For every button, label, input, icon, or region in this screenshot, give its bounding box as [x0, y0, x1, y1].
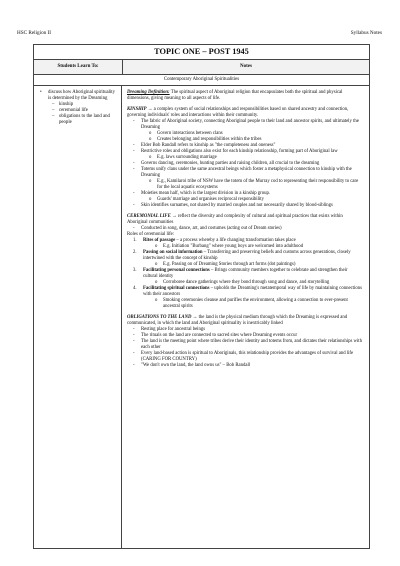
numbered-item [127, 250, 363, 262]
sub-item-text: E.g. Passing on of Dreaming Stories through art forms (dot paintings) [163, 262, 296, 267]
list-item-text: The rituals on the land are connected to sacred sites where Dreaming events occur [141, 333, 298, 338]
circle-bullet-icon: o [155, 262, 158, 267]
list-item [127, 339, 363, 351]
bullet-icon: - [133, 161, 135, 166]
role-text: – Transferring and preserving beliefs and customs across generations, closely intertwined with the concept of kinship [143, 250, 351, 261]
sub-item-text: E.g. Initiation "Burbang" where young boys are welcomed into adulthood [163, 244, 304, 249]
bullet-icon: - [133, 327, 135, 332]
circle-bullet-icon: o [155, 280, 158, 285]
bullet-icon: - [133, 351, 135, 356]
land-text: → the land is the physical medium through which the Dreaming is expressed and communicated, in which the land and Aboriginal spirituality is inextricably linked [127, 315, 348, 326]
bullet-icon: - [133, 363, 135, 368]
header-notes-label: Syllabus Notes [350, 30, 382, 36]
sub-item-text: E.g. laws surrounding marriage [157, 155, 217, 160]
column-headers [34, 60, 369, 75]
list-item-text: Restrictive roles and obligations also exist for each kinship relationship, forming part of Aboriginal law [141, 149, 338, 154]
sub-item-text: Govern interactions between clans [157, 131, 223, 136]
dash-icon: – [52, 114, 55, 120]
dreaming-label: Dreaming Definition: [127, 90, 170, 95]
subitem-label: obligations to the land and people [59, 114, 110, 126]
table-body [34, 86, 369, 548]
numbered-item-text [143, 268, 363, 280]
circle-bullet-icon: o [149, 155, 152, 160]
circle-bullet-icon: o [149, 179, 152, 184]
list-item [127, 363, 363, 369]
sub-item-text: E.g., Kamilaroi tribe of NSW have the totem of the Murray cod to representing their responsibility to care for the local aquatic ecosystems [157, 179, 359, 190]
bullet-icon: - [133, 333, 135, 338]
numbered-item [127, 286, 363, 298]
land-label: OBLIGATIONS TO THE LAND [127, 315, 192, 320]
list-item [127, 167, 363, 179]
numbered-item-text [143, 250, 363, 262]
role-text: – a process whereby a life changing transformation takes place [175, 238, 296, 243]
ceremonial-heading [127, 214, 363, 226]
bullet-icon: - [133, 149, 135, 154]
role-text: – Brings community members together to celebrate and strengthen their cultural identity [143, 268, 348, 279]
list-item-text: Governs dancing, ceremonies, hunting parties and raising children, all crucial to the dreaming [141, 161, 320, 166]
ceremonial-text: → reflect the diversity and complexity of cultural and spiritual practices that exists within Aboriginal communities [127, 214, 343, 225]
list-item-text: Resting place for ancestral beings [141, 327, 206, 332]
dash-icon: – [52, 108, 55, 114]
bullet-icon: • [40, 90, 42, 95]
numbered-item-text [143, 286, 363, 298]
role-label: Passing on social information [143, 250, 203, 255]
item-number: 1. [133, 238, 137, 243]
circle-bullet-icon: o [149, 137, 152, 142]
list-item-text: Every land-based action is spiritual to Aboriginals, this relationship provides the advantages of survival and life (CARING FOR COUNTRY) [141, 351, 354, 362]
bullet-icon: - [133, 191, 135, 196]
column-header-students: Students Learn To: [34, 60, 123, 74]
dash-icon: – [52, 102, 55, 108]
sub-list-item [127, 179, 363, 191]
item-number: 3. [133, 268, 137, 273]
header-course: HSC Religion II [17, 30, 52, 36]
page-title: TOPIC ONE – POST 1945 [34, 45, 369, 60]
bullet-icon: - [133, 226, 135, 231]
dreaming-text: The spiritual aspect of Aboriginal religion that encapsulates both the spiritual and physical dimensions, giving meaning to all aspects of life. [127, 90, 343, 101]
list-item-text: Conducted in song, dance, art, and costumes (acting out of Dream stories) [141, 226, 282, 231]
list-item-text: Totems unify clans under the same ancestral beings which foster a metaphysical connection to kinship with the Dreaming [141, 167, 352, 178]
roles-heading: Roles of ceremonial life: [127, 232, 175, 237]
list-item [127, 351, 363, 363]
learn-to-column [34, 86, 122, 548]
kinship-label: KINSHIP [127, 107, 147, 112]
role-label: Facilitating personal connections [143, 268, 210, 273]
subitem-label: ceremonial life [59, 108, 88, 114]
dreaming-definition [127, 90, 363, 102]
learn-to-bullet [40, 90, 118, 102]
circle-bullet-icon: o [149, 197, 152, 202]
bullet-icon: - [133, 339, 135, 344]
item-number: 4. [133, 286, 137, 291]
column-header-notes: Notes [240, 64, 252, 69]
list-item [127, 203, 363, 209]
section-subheading: Contemporary Aboriginal Spiritualities [34, 75, 369, 86]
numbered-item [127, 268, 363, 280]
kinship-heading [127, 107, 363, 119]
role-text: – upholds the Dreaming's metatemporal way of life by maintaining connections with their ancestors [143, 286, 362, 297]
role-label: Rites of passage [143, 238, 176, 243]
list-item-text: The fabric of Aboriginal society, connecting Aboriginal people to their land and ancestor spirits, and ultimately the Dreaming [141, 119, 359, 130]
subitem-label: kinship [59, 102, 74, 108]
list-item-text: The land is the meeting point where tribes derive their identity and totems from, and dictates their relationships with each other [141, 339, 362, 350]
list-item-text: Elder Bob Randall refers to kinship as "the completeness and oneness" [141, 143, 276, 148]
bullet-icon: - [133, 203, 135, 208]
ceremonial-label: CEREMONIAL LIFE [127, 214, 171, 219]
list-item-text: Moieties mean half, which is the largest division in a kinship group. [141, 191, 271, 196]
sub-item-text: Creates belonging and responsibilities within the tribes [157, 137, 262, 142]
circle-bullet-icon: o [155, 244, 158, 249]
bullet-icon: - [133, 167, 135, 172]
role-label: Facilitating spiritual connections [143, 286, 210, 291]
bullet-icon: - [133, 119, 135, 124]
notes-table [33, 44, 370, 549]
learn-to-text: discuss how Aboriginal spirituality is determined by the Dreaming [48, 90, 116, 102]
item-number: 2. [133, 250, 137, 255]
bullet-icon: - [133, 143, 135, 148]
sub-list-item [127, 298, 363, 310]
circle-bullet-icon: o [155, 298, 158, 303]
sub-item-text: Corroboree dance gatherings where they bond through song and dance, and storytelling [163, 280, 330, 285]
sub-item-text: Smoking ceremonies cleanse and purifies the environment, allowing a connection to ever-present ancestral spirits [163, 298, 348, 309]
kinship-text: → a complex system of social relationships and responsibilities based on shared ancestry and connection, governing individuals' roles and interactions within their community. [127, 107, 349, 118]
learn-to-subitem [40, 114, 118, 126]
list-item [127, 119, 363, 131]
circle-bullet-icon: o [149, 131, 152, 136]
list-item-text: Skin identifies surnames, not shared by married couples and not necessarily shared by blood-siblings [141, 203, 333, 208]
land-heading [127, 315, 363, 327]
list-item-text: "We don't own the land, the land owns us" – Bob Randall [141, 363, 251, 368]
sub-item-text: Guards' marriage and organises reciprocal responsibility [157, 197, 264, 202]
notes-column [122, 86, 369, 548]
